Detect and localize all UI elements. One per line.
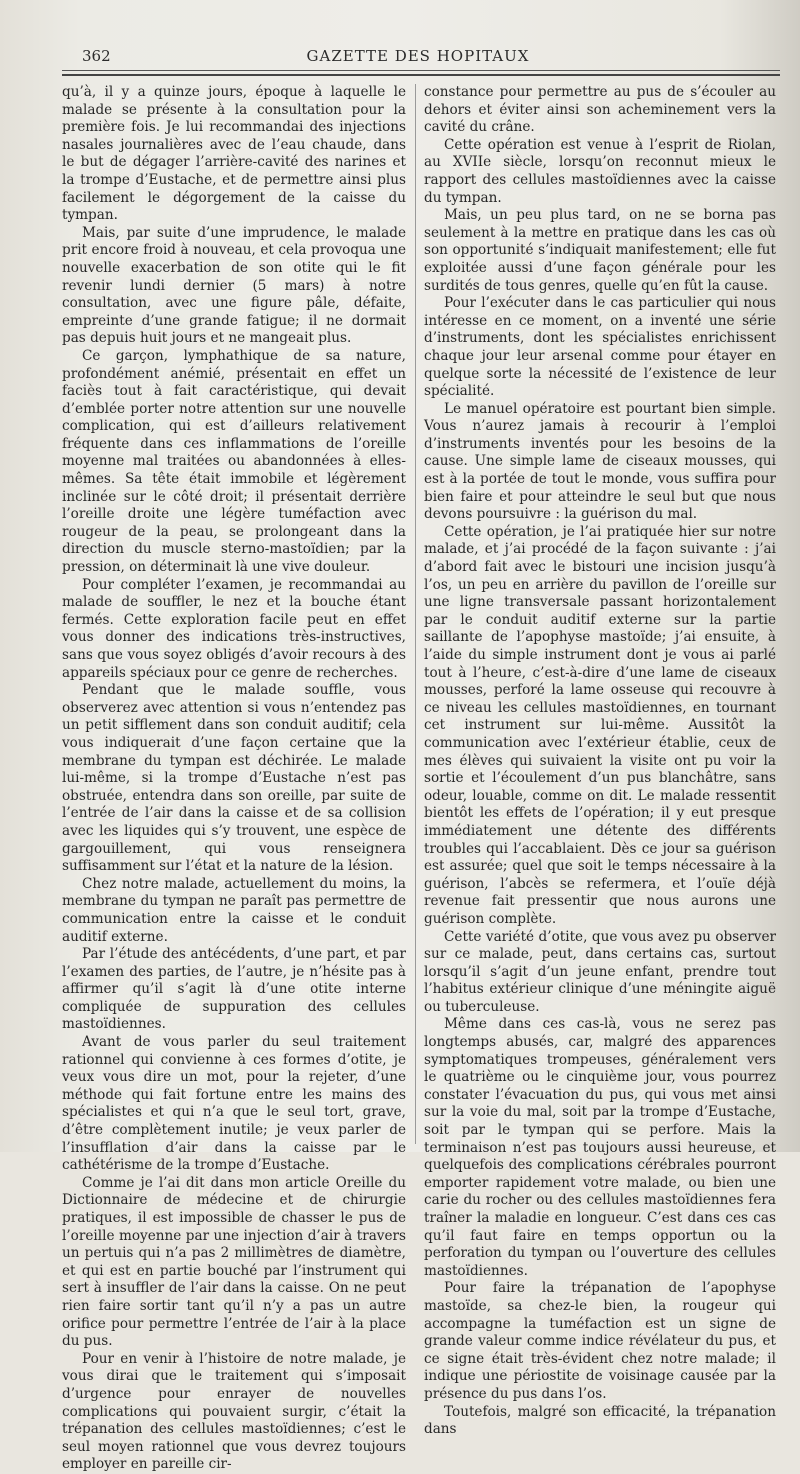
paragraph: Ce garçon, lymphathique de sa nature, profondément anémié, présentait en effet un faciès tout à fait caractéristique, qui devait d’emblée porter notre attention sur une nouvelle complication, qui est d’ailleurs relativement fréquente dans ces inflammations de l’oreille moyenne mal traitées ou abandonnées à elles-mêmes. Sa tête était immobile et légèrement inclinée sur le côté droit; il présentait derrière l’oreille droite une légère tuméfaction avec rougeur de la peau, se prolongeant dans la direction du muscle sterno-mastoïdien; par la pression, on déterminait là une vive douleur.: [62, 347, 406, 576]
paragraph: constance pour permettre au pus de s’écouler au dehors et éviter ainsi son acheminement vers la cavité du crâne.: [424, 84, 776, 136]
paragraph: Pour en venir à l’histoire de notre malade, je vous dirai que le traitement qui s’imposait d’urgence pour enrayer de nouvelles complications qui pouvaient surgir, c’était la trépanation des cellules mastoïdiennes; c’est le seul moyen rationnel que vous devrez toujours employer en pareille cir-: [62, 1350, 406, 1473]
paragraph: Comme je l’ai dit dans mon article Oreille du Dictionnaire de médecine et de chirurgie pratiques, il est impossible de chasser le pus de l’oreille moyenne par une injection d’air à travers un pertuis qui n’a pas 2 millimètres de diamètre, et qui est en partie bouché par l’instrument qui sert à insuffler de l’air dans la caisse. On ne peut rien faire sortir tant qu’il n’y a pas un autre orifice pour permettre l’entrée de l’air à la place du pus.: [62, 1174, 406, 1350]
paragraph: Pour l’exécuter dans le cas particulier qui nous intéresse en ce moment, on a inventé une série d’instruments, dont les spécialistes enrichissent chaque jour leur arsenal comme pour étayer en quelque sorte la nécessité de l’existence de leur spécialité.: [424, 295, 776, 400]
paragraph: Même dans ces cas-là, vous ne serez pas longtemps abusés, car, malgré des apparences symptomatiques trompeuses, généralement vers le quatrième ou le cinquième jour, vous pourrez constater l’évacuation du pus, qui vous met ainsi sur la voie du mal, soit par la trompe d’Eustache, soit par le tympan qui se perfore. Mais la terminaison n’est pas toujours aussi heureuse, et quelquefois des complications cérébrales pourront emporter rapidement votre malade, ou bien une carie du rocher ou des cellules mastoïdiennes fera traîner la maladie en longueur. C’est dans ces cas qu’il faut faire en temps opportun ou la perforation du tympan ou l’ouverture des cellules mastoïdiennes.: [424, 1016, 776, 1279]
paragraph: Toutefois, malgré son efficacité, la trépanation dans: [424, 1403, 776, 1438]
paragraph: Pour faire la trépanation de l’apophyse mastoïde, sa chez-le bien, la rougeur qui accompagne la tuméfaction est un signe de grande valeur comme indice révélateur du pus, et ce signe était très-évident chez notre malade; il indique une périostite de voisinage causée par la présence du pus dans l’os.: [424, 1280, 776, 1402]
header-rule: [62, 70, 780, 71]
paragraph: Avant de vous parler du seul traitement rationnel qui convienne à ces formes d’otite, je veux vous dire un mot, pour la rejeter, d’une méthode qui fait fortune entre les mains des spécialistes et qui n’a que le seul tort, grave, d’être complètement inutile; je veux parler de l’insufflation d’air dans la caisse par le cathétérisme de la trompe d’Eustache.: [62, 1034, 406, 1174]
paragraph: Mais, un peu plus tard, on ne se borna pas seulement à la mettre en pratique dans les cas où son opportunité s’indiquait manifestement; elle fut exploitée aussi d’une façon générale pour les surdités de tous genres, quelle qu’en fût la cause.: [424, 207, 776, 294]
left-column: [62, 84, 406, 1474]
column-divider: [415, 84, 416, 1144]
paragraph: Chez notre malade, actuellement du moins, la membrane du tympan ne paraît pas permettre de communication entre la caisse et le conduit auditif externe.: [62, 875, 406, 945]
page-header: [58, 44, 778, 64]
paragraph: Cette opération est venue à l’esprit de Riolan, au XVIIe siècle, lorsqu’on reconnut mieux le rapport des cellules mastoïdiennes avec la caisse du tympan.: [424, 136, 776, 206]
paragraph: Le manuel opératoire est pourtant bien simple. Vous n’aurez jamais à recourir à l’emploi d’instruments inventés pour les besoins de la cause. Une simple lame de ciseaux mousses, qui est à la portée de tout le monde, vous suffira pour bien faire et pour atteindre le seul but que nous devons poursuivre : la guérison du mal.: [424, 400, 776, 523]
right-column: [424, 84, 776, 1439]
paragraph: Cette variété d’otite, que vous avez pu observer sur ce malade, peut, dans certains cas, surtout lorsqu’il s’agit d’un jeune enfant, prendre tout l’habitus extérieur clinique d’une méningite aiguë ou tuberculeuse.: [424, 928, 776, 1015]
page-number: 362: [82, 47, 111, 65]
paragraph: Mais, par suite d’une imprudence, le malade prit encore froid à nouveau, et cela provoqua une nouvelle exacerbation de son otite qui le fit revenir lundi dernier (5 mars) à notre consultation, avec une figure pâle, défaite, empreinte d’une grande fatigue; il ne dormait pas depuis huit jours et ne mangeait plus.: [62, 224, 406, 347]
paragraph: Pour compléter l’examen, je recommandai au malade de souffler, le nez et la bouche étant fermés. Cette exploration facile peut en effet vous donner des indications très-instructives, sans que vous soyez obligés d’avoir recours à des appareils spéciaux pour ce genre de recherches.: [62, 576, 406, 681]
header-rule-thick: [62, 74, 780, 76]
paragraph: Cette opération, je l’ai pratiquée hier sur notre malade, et j’ai procédé de la façon suivante : j’ai d’abord fait avec le bistouri une incision jusqu’à l’os, un peu en arrière du pavillon de l’oreille sur une ligne transversale passant horizontalement par le conduit auditif externe sur la partie saillante de l’apophyse mastoïde; j’ai ensuite, à l’aide du simple instrument dont je vous ai parlé tout à l’heure, c’est-à-dire d’une lame de ciseaux mousses, perforé la lame osseuse qui recouvre à ce niveau les cellules mastoïdiennes, en tournant cet instrument sur lui-même. Aussitôt la communication avec l’extérieur établie, ceux de mes élèves qui suivaient la visite ont pu voir la sortie et l’écoulement d’un pus blanchâtre, sans odeur, louable, comme on dit. Le malade ressentit bientôt les effets de l’opération; il y eut presque immédiatement une détente des différents troubles qui l’accablaient. Dès ce jour sa guérison est assurée; quel que soit le temps nécessaire à la guérison, l’abcès se refermera, et l’ouïe déjà revenue fait pressentir que nous aurons une guérison complète.: [424, 523, 776, 927]
journal-title: GAZETTE DES HOPITAUX: [306, 47, 530, 65]
paragraph: Par l’étude des antécédents, d’une part, et par l’examen des parties, de l’autre, je n’hésite pas à affirmer qu’il s’agit là d’une otite interne compliquée de suppuration des cellules mastoïdiennes.: [62, 946, 406, 1033]
paragraph: Pendant que le malade souffle, vous observerez avec attention si vous n’entendez pas un petit sifflement dans son conduit auditif; cela vous indiquerait d’une façon certaine que la membrane du tympan est déchirée. Le malade lui-même, si la trompe d’Eustache n’est pas obstruée, entendra dans son oreille, par suite de l’entrée de l’air dans la caisse et de sa collision avec les liquides qui s’y trouvent, une espèce de gargouillement, qui vous renseignera suffisamment sur l’état et la nature de la lésion.: [62, 682, 406, 875]
paragraph: qu’à, il y a quinze jours, époque à laquelle le malade se présente à la consultation pour la première fois. Je lui recommandai des injections nasales journalières avec de l’eau chaude, dans le but de dégager l’arrière-cavité des narines et la trompe d’Eustache, et de permettre ainsi plus facilement le dégorgement de la caisse du tympan.: [62, 84, 406, 224]
